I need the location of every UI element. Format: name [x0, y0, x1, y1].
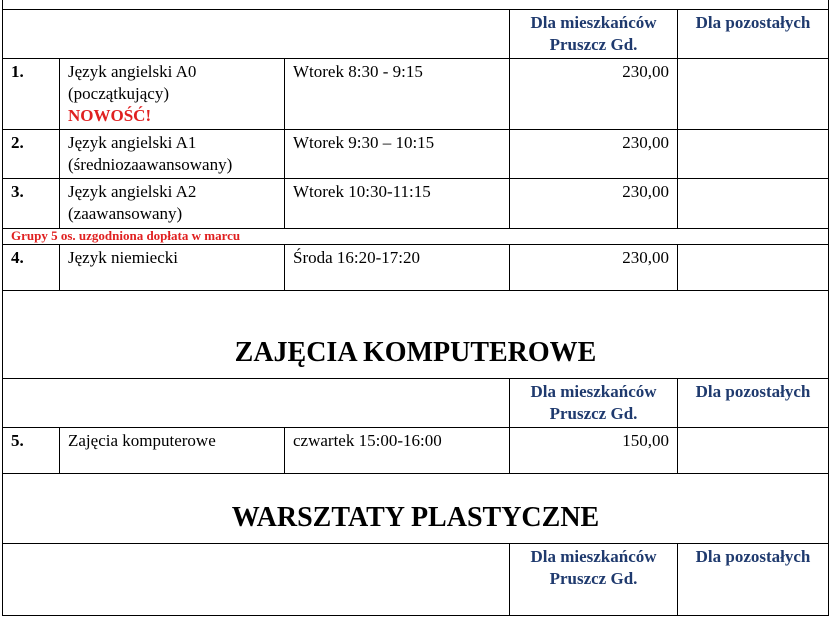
row-number: 3.: [3, 179, 60, 229]
row-number: 5.: [3, 428, 60, 474]
header-row: [3, 544, 829, 616]
section-row: [3, 0, 829, 10]
table-row: [3, 428, 829, 474]
header-residents: Dla mieszkańców Pruszcz Gd.: [510, 10, 678, 59]
course-name: Język angielski A2 (zaawansowany): [60, 179, 285, 229]
course-name: Zajęcia komputerowe: [60, 428, 285, 474]
course-time: Środa 16:20-17:20: [285, 245, 510, 291]
section-title: WARSZTATY PLASTYCZNE: [3, 474, 829, 544]
course-price: 150,00: [510, 428, 678, 474]
course-name: Język angielski A1 (średniozaawansowany): [60, 130, 285, 179]
section-row: [3, 474, 829, 544]
course-price: 230,00: [510, 130, 678, 179]
course-time: czwartek 15:00-16:00: [285, 428, 510, 474]
header-row: [3, 379, 829, 428]
table-row: [3, 179, 829, 229]
course-name-text: Język angielski A0 (początkujący): [68, 62, 197, 103]
header-others: Dla pozostałych: [678, 379, 829, 428]
row-number: 1.: [3, 59, 60, 130]
group-note: Grupy 5 os. uzgodniona dopłata w marcu: [3, 229, 829, 245]
course-price: 230,00: [510, 59, 678, 130]
row-number: 4.: [3, 245, 60, 291]
table-row: [3, 245, 829, 291]
table-row: [3, 59, 829, 130]
header-row: [3, 10, 829, 59]
row-number: 2.: [3, 130, 60, 179]
table-row: [3, 130, 829, 179]
price-table: [2, 0, 829, 616]
header-others: Dla pozostałych: [678, 10, 829, 59]
course-time: Wtorek 10:30-11:15: [285, 179, 510, 229]
header-others: Dla pozostałych: [678, 544, 829, 616]
note-row: [3, 229, 829, 245]
header-residents: Dla mieszkańców Pruszcz Gd.: [510, 544, 678, 616]
header-residents: Dla mieszkańców Pruszcz Gd.: [510, 379, 678, 428]
new-badge: NOWOŚĆ!: [68, 106, 152, 125]
section-title: ZAJĘCIA KOMPUTEROWE: [3, 291, 829, 379]
course-time: Wtorek 9:30 – 10:15: [285, 130, 510, 179]
course-time: Wtorek 8:30 - 9:15: [285, 59, 510, 130]
course-name: Język niemiecki: [60, 245, 285, 291]
course-price: 230,00: [510, 179, 678, 229]
course-name: [60, 59, 285, 130]
course-price: 230,00: [510, 245, 678, 291]
section-row: [3, 291, 829, 379]
